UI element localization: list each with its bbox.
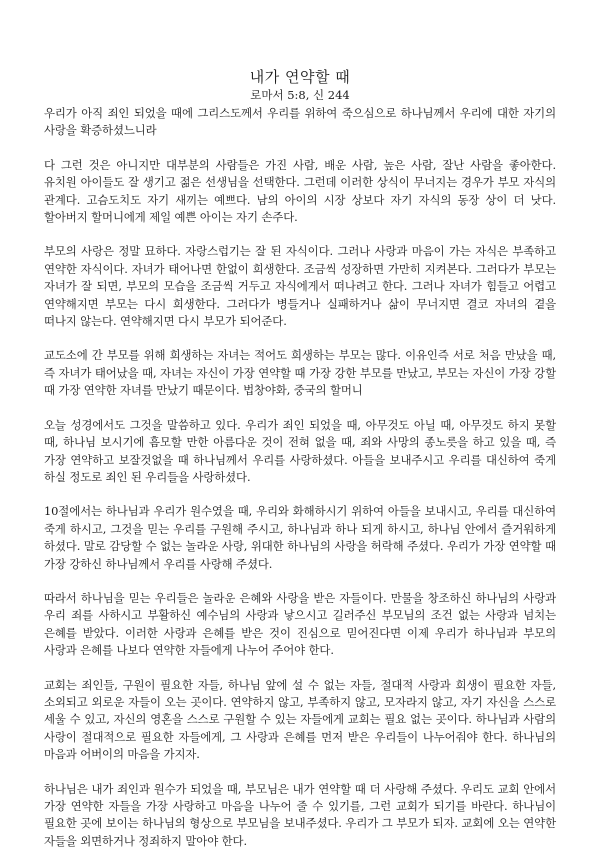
body-paragraph: 따라서 하나님을 믿는 우리들은 놀라운 은혜와 사랑을 받은 자들이다. 만물을 창조하신 하나님의 사랑과 우리 죄를 사하시고 부활하신 예수님의 사랑과 낳으시고 길러주신 부모님의 조건 없는 사랑과 넘치는 은혜를 받았다. 이러한 사랑과 은혜를 받은 것이 진심으로 믿어진다면 이제 우리가 하나님과 부모의 사랑과 은혜를 나보다 연약한 자들에게 나누어 주어야 한다. xyxy=(44,590,556,658)
body-paragraph: 교도소에 간 부모를 위해 희생하는 자녀는 적어도 희생하는 부모는 많다. 이유인즉 서로 처음 만났을 때, 즉 자녀가 태어났을 때, 자녀는 자신이 가장 연약할 때 가장 강한 부모를 만났고, 부모는 자신이 가장 강할 때 가장 연약한 자녀를 만났기 때문이다. 법창야화, 중국의 할머니 xyxy=(44,348,556,398)
body-paragraph: 10절에서는 하나님과 우리가 원수였을 때, 우리와 화해하시기 위하여 아들을 보내시고, 우리를 대신하여 죽게 하시고, 그것을 믿는 우리를 구원해 주시고, 하나님과 하나 되게 하시고, 하나님 안에서 즐거워하게 하셨다. 말로 감당할 수 없는 놀라운 사랑, 위대한 하나님의 사랑을 허락해 주셨다. 우리가 가장 연약할 때 가장 강하신 하나님께서 우리를 사랑해 주셨다. xyxy=(44,504,556,571)
body-paragraph: 부모의 사랑은 정말 묘하다. 자랑스럽기는 잘 된 자식이다. 그러나 사랑과 마음이 가는 자식은 부족하고 연약한 자식이다. 자녀가 태어나면 한없이 희생한다. 조금씩 성장하면 가만히 지켜본다. 그러다가 부모는 자녀가 잘 되면, 부모의 모습을 조금씩 거두고 자식에게서 떠나려고 한다. 그러나 자녀가 힘들고 어렵고 연약해지면 부모는 다시 희생한다. 그러다가 병들거나 실패하거나 삶이 무너지면 결코 자녀의 곁을 떠나지 않는다. 연약해지면 다시 부모가 되어준다. xyxy=(44,244,556,329)
body-paragraph: 오늘 성경에서도 그것을 말씀하고 있다. 우리가 죄인 되었을 때, 아무것도 아닐 때, 아무것도 하지 못할 때, 하나님 보시기에 흠모할 만한 아름다운 것이 전혀 없을 때, 죄와 사망의 종노릇을 하고 있을 때, 즉 가장 연약하고 보잘것없을 때 하나님께서 우리를 사랑하셨다. 아들을 보내주시고 우리를 대신하여 죽게 하실 정도로 죄인 된 우리들을 사랑하셨다. xyxy=(44,417,556,484)
body-paragraph: 다 그런 것은 아니지만 대부분의 사람들은 가진 사람, 배운 사람, 높은 사람, 잘난 사람을 좋아한다. 유치원 아이들도 잘 생기고 젊은 선생님을 선택한다. 그런데 이러한 상식이 무너지는 경우가 부모 자식의 관계다. 고슴도치도 자기 새끼는 예쁘다. 남의 아이의 시장 상보다 자기 자식의 동장 상이 더 낫다. 할아버지 할머니에게 제일 예쁜 아이는 자기 손주다. xyxy=(44,157,556,225)
scripture-reference: 로마서 5:8, 신 244 xyxy=(250,88,350,102)
document-title: 내가 연약할 때 xyxy=(249,68,351,86)
body-paragraph: 하나님은 내가 죄인과 원수가 되었을 때, 부모님은 내가 연약할 때 더 사랑해 주셨다. 우리도 교회 안에서 가장 연약한 자들을 가장 사랑하고 마음을 나누어 줄 수 있기를, 그런 교회가 되기를 바란다. 하나님이 필요한 곳에 보이는 하나님의 형상으로 부모님을 보내주셨다. 우리가 그 부모가 되자. 교회에 오는 연약한 자들을 외면하거나 정죄하지 말아야 한다. xyxy=(44,781,556,848)
body-paragraph: 교회는 죄인들, 구원이 필요한 자들, 하나님 앞에 설 수 없는 자들, 절대적 사랑과 희생이 필요한 자들, 소외되고 외로운 자들이 오는 곳이다. 연약하지 않고, 부족하지 않고, 모자라지 않고, 자기 자신을 스스로 세울 수 있고, 자신의 영혼을 스스로 구원할 수 있는 자들에게 교회는 필요 없는 곳이다. 하나님과 사람의 사랑이 절대적으로 필요한 자들에게, 그 사랑과 은혜를 먼저 받은 우리들이 나누어줘야 한다. 하나님의 마음과 어버이의 마음을 가지자. xyxy=(44,677,556,762)
scripture-quote-paragraph: 우리가 아직 죄인 되었을 때에 그리스도께서 우리를 위하여 죽으심으로 하나님께서 우리에 대한 자기의 사랑을 확증하셨느니라 xyxy=(44,106,556,138)
